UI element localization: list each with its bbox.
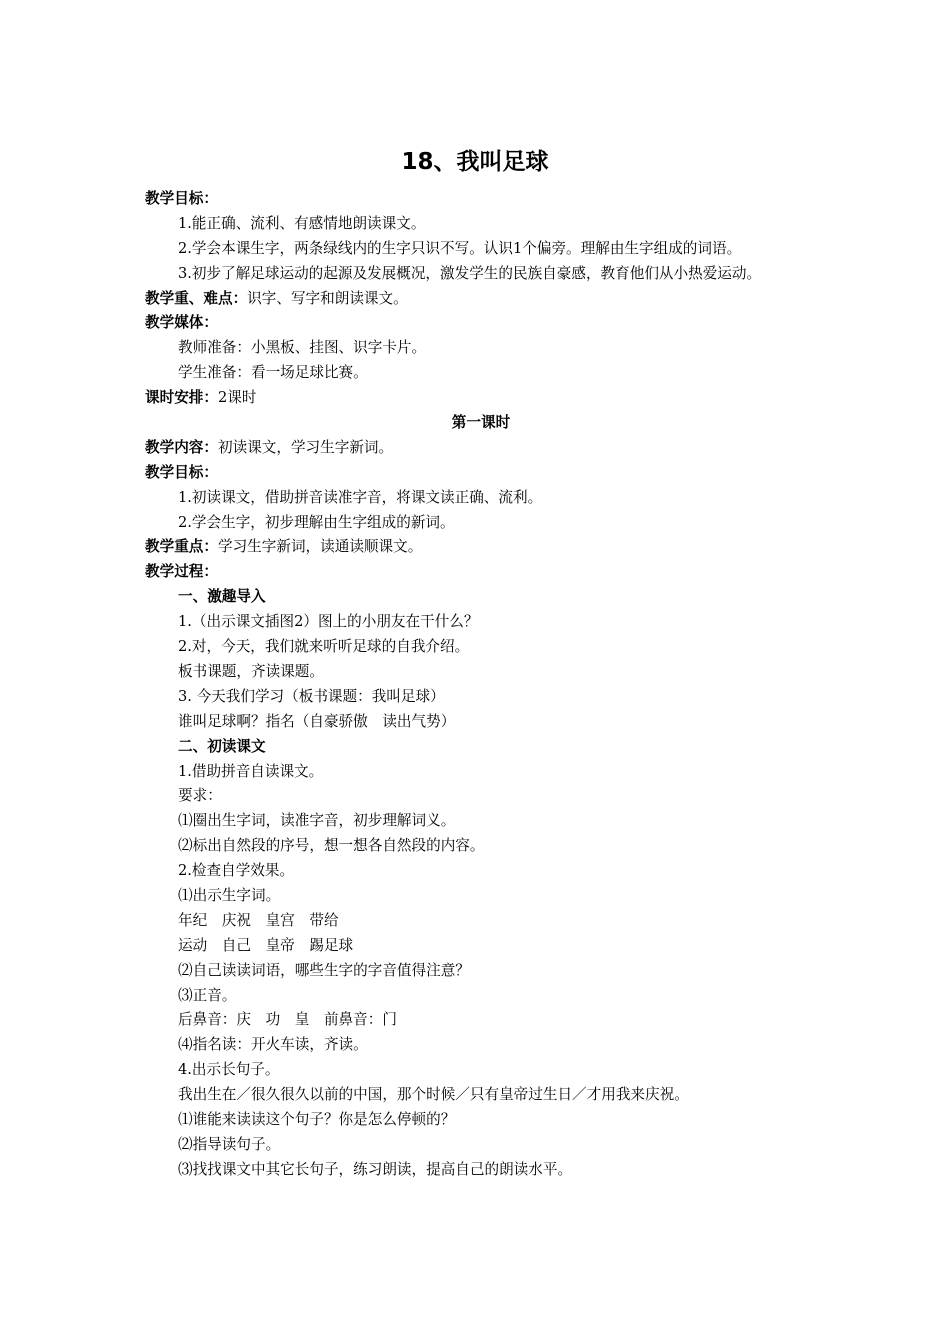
section-line: ⑴圈出生字词，读准字音，初步理解词义。 xyxy=(178,812,456,830)
section-line: 我出生在／很久很久以前的中国，那个时候／只有皇帝过生日／才用我来庆祝。 xyxy=(178,1086,689,1104)
lesson-goals-label: 教学目标： xyxy=(145,463,218,481)
lesson-goal-item: 1.初读课文，借助拼音读准字音，将课文读正确、流利。 xyxy=(178,488,543,506)
section-line: ⑶正音。 xyxy=(178,986,237,1004)
section-line: 要求： xyxy=(178,787,222,805)
lesson-focus-row xyxy=(145,535,817,560)
lesson-goal-item: 2.学会生字，初步理解由生字组成的新词。 xyxy=(178,513,455,531)
schedule-row xyxy=(145,386,817,411)
section-line: 1.借助拼音自读课文。 xyxy=(178,762,324,780)
section-line: 2.对，今天，我们就来听听足球的自我介绍。 xyxy=(178,638,470,656)
section-line: 4.出示长句子。 xyxy=(178,1061,280,1079)
lesson-focus-label: 教学重点： xyxy=(145,538,218,556)
section-heading: 一、激趣导入 xyxy=(178,588,266,606)
section-line: ⑴出示生字词。 xyxy=(178,886,281,904)
section-line: ⑴谁能来读读这个句子？你是怎么停顿的？ xyxy=(178,1110,456,1128)
media-student: 学生准备：看一场足球比赛。 xyxy=(178,364,368,382)
section-heading: 二、初读课文 xyxy=(178,737,266,755)
key-points-row xyxy=(145,287,817,312)
section-line: ⑵标出自然段的序号，想一想各自然段的内容。 xyxy=(178,837,485,855)
key-points-text: 识字、写字和朗读课文。 xyxy=(247,289,408,307)
section-line: ⑷指名读：开火车读，齐读。 xyxy=(178,1036,368,1054)
section-line: 谁叫足球啊？指名（自豪骄傲 读出气势） xyxy=(178,712,456,730)
goal-item: 2.学会本课生字，两条绿线内的生字只识不写。认识1个偏旁。理解由生字组成的词语。 xyxy=(178,239,742,257)
document-body xyxy=(145,187,817,1183)
lesson-focus-text: 学习生字新词，读通读顺课文。 xyxy=(217,538,423,556)
lesson-content-text: 初读课文，学习生字新词。 xyxy=(217,438,394,456)
goal-item: 3.初步了解足球运动的起源及发展概况，激发学生的民族自豪感，教育他们从小热爱运动。 xyxy=(178,264,762,282)
section-line: 后鼻音：庆 功 皇 前鼻音：门 xyxy=(178,1011,397,1029)
media-teacher: 教师准备：小黑板、挂图、识字卡片。 xyxy=(178,339,427,357)
lesson-content-label: 教学内容： xyxy=(145,438,218,456)
document-title: 18、我叫足球 xyxy=(401,149,549,175)
section-line: 年纪 庆祝 皇宫 带给 xyxy=(178,911,339,929)
lesson-content-row xyxy=(145,436,817,461)
section-line: 1.（出示课文插图2）图上的小朋友在干什么？ xyxy=(178,613,479,631)
schedule-text: 2课时 xyxy=(217,389,257,407)
section-line: 2.检查自学效果。 xyxy=(178,862,295,880)
process-label: 教学过程： xyxy=(145,563,218,581)
lesson-heading: 第一课时 xyxy=(451,414,511,432)
media-label: 教学媒体： xyxy=(145,314,218,332)
section-line: ⑵自己读读词语，哪些生字的字音值得注意？ xyxy=(178,961,470,979)
section-line: ⑶找找课文中其它长句子，练习朗读，提高自己的朗读水平。 xyxy=(178,1160,573,1178)
key-points-label: 教学重、难点： xyxy=(145,289,248,307)
schedule-label: 课时安排： xyxy=(145,389,218,407)
section-line: 3. 今天我们学习（板书课题：我叫足球） xyxy=(178,687,445,705)
section-line: 板书课题，齐读课题。 xyxy=(178,662,324,680)
section-line: 运动 自己 皇帝 踢足球 xyxy=(178,936,354,954)
section-line: ⑵指导读句子。 xyxy=(178,1135,281,1153)
goal-item: 1.能正确、流利、有感情地朗读课文。 xyxy=(178,214,426,232)
goals-label: 教学目标： xyxy=(145,190,218,207)
